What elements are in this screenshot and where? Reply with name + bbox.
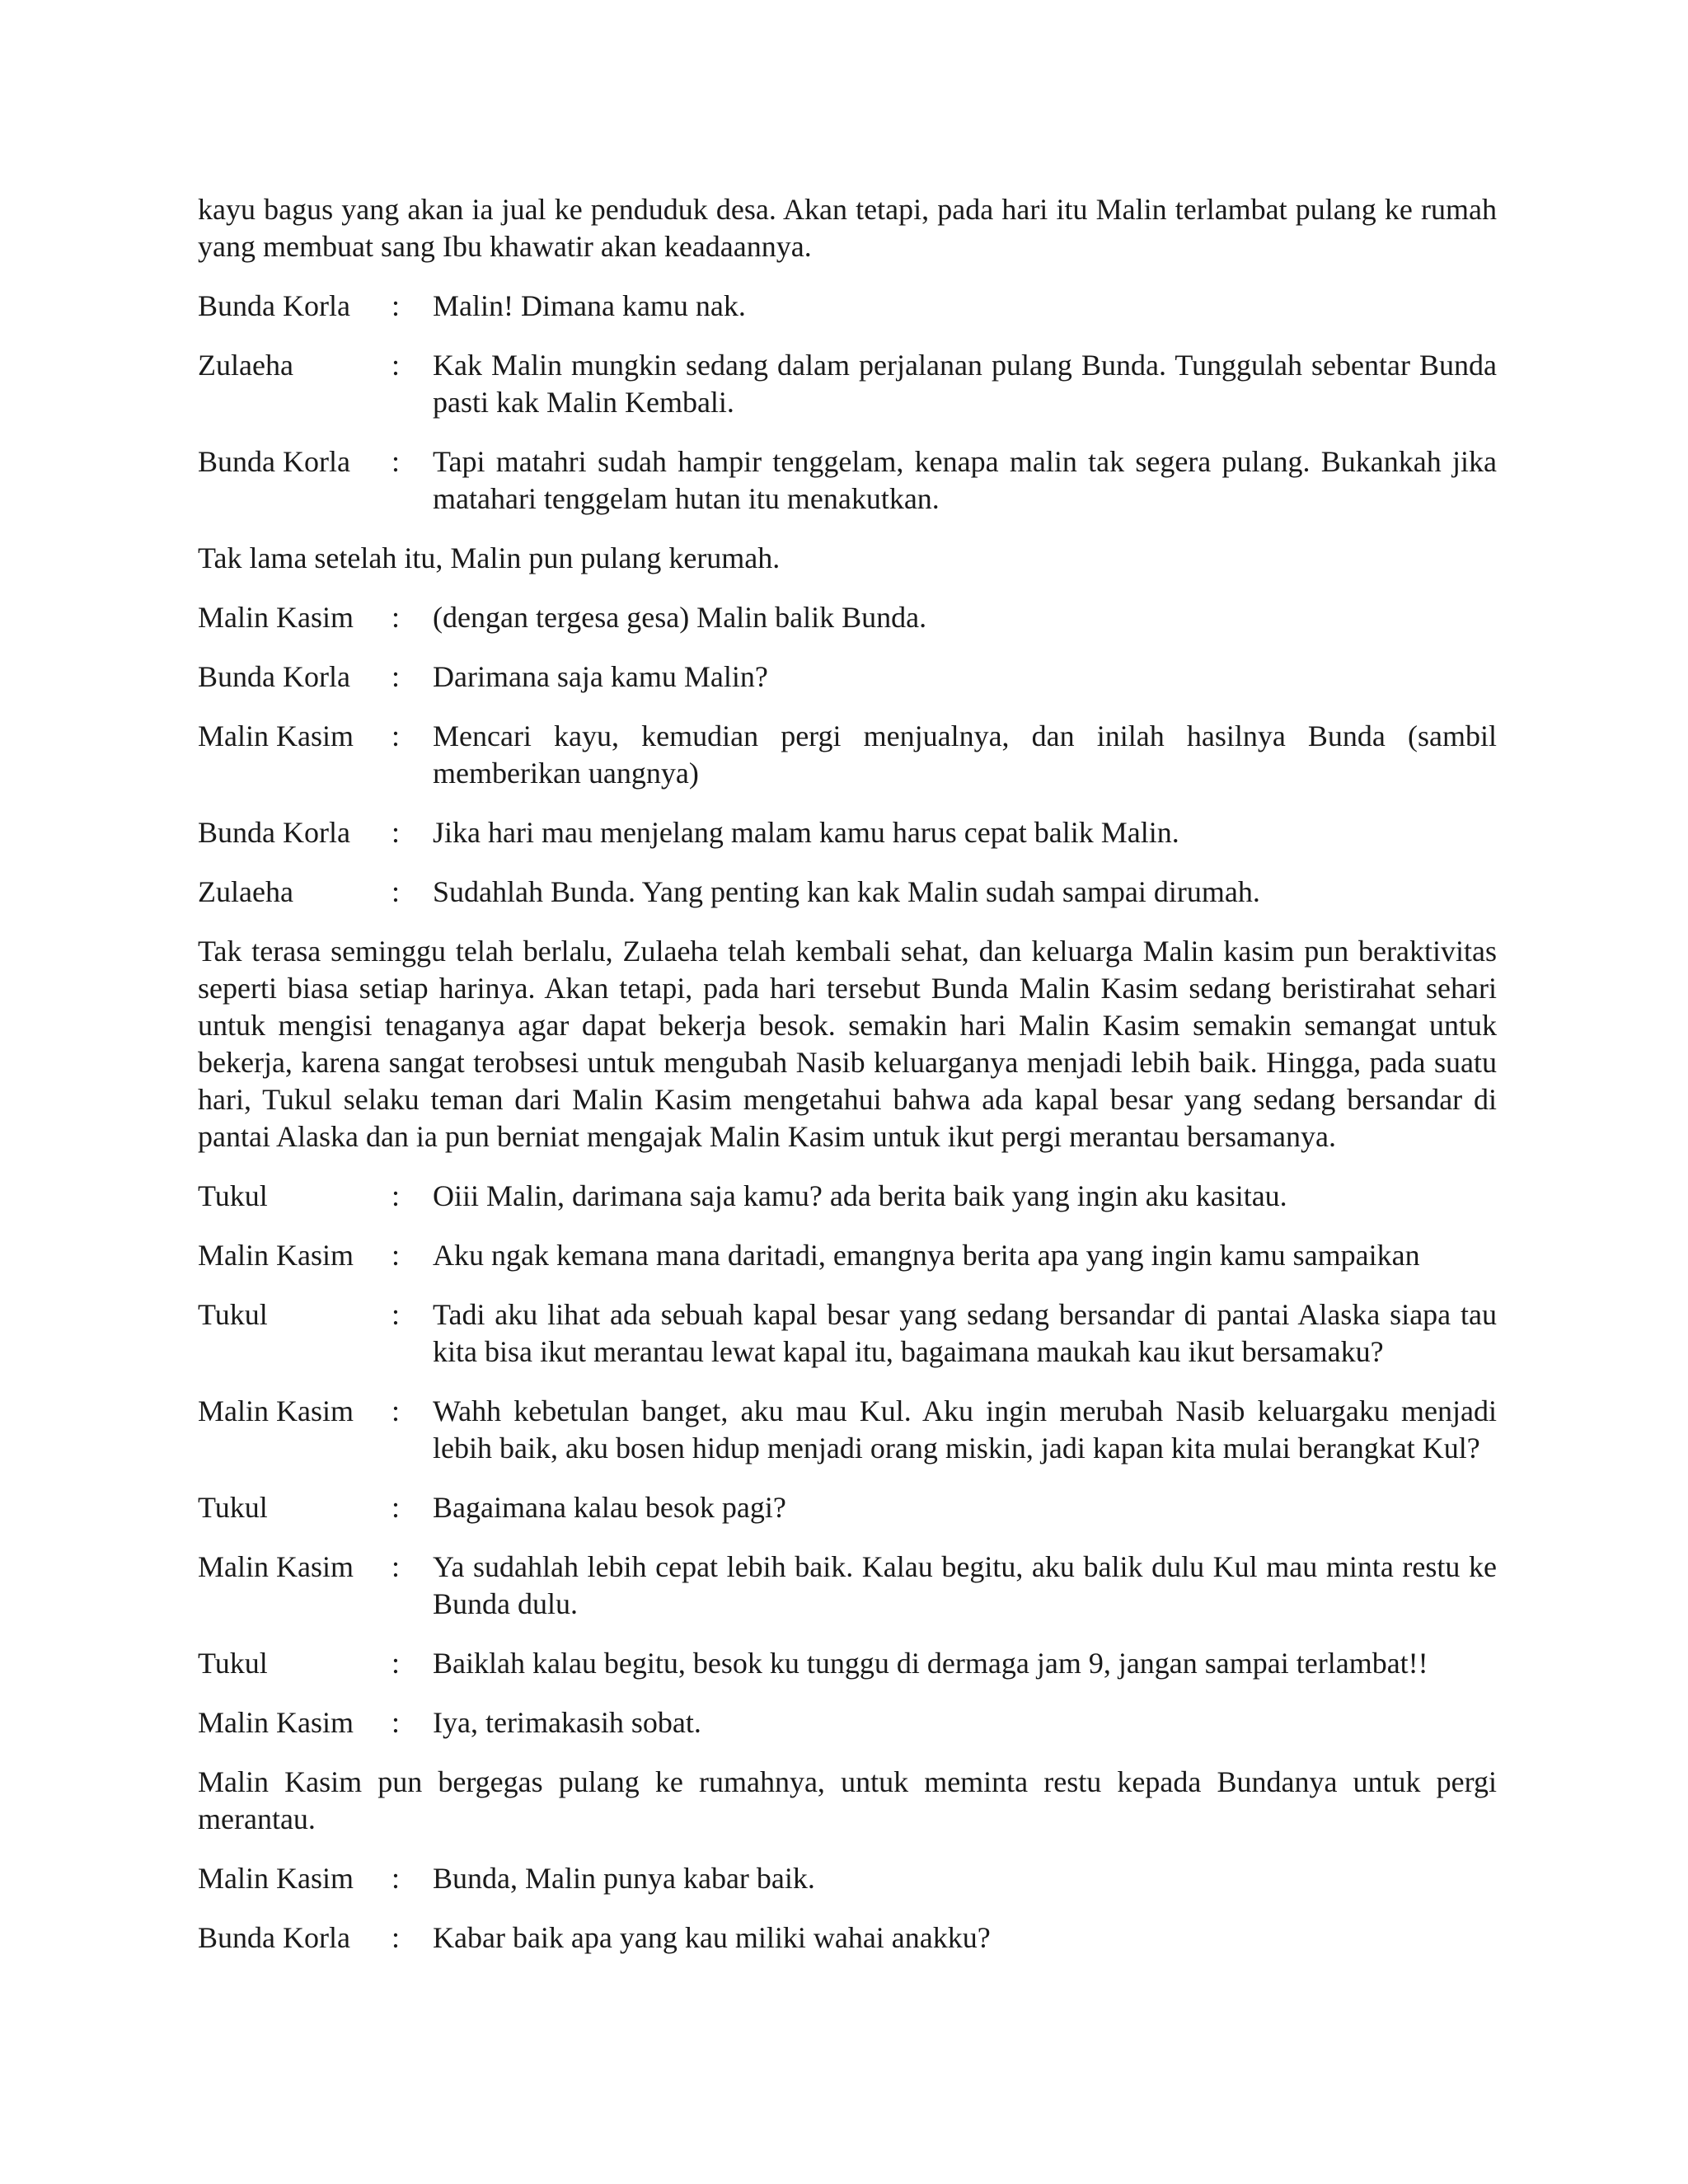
dialogue-text: Malin! Dimana kamu nak.: [433, 289, 746, 322]
dialogue-text: Jika hari mau menjelang malam kamu harus cepat balik Malin.: [433, 816, 1179, 849]
speaker-separator: :: [392, 1491, 401, 1524]
dialogue-text: Sudahlah Bunda. Yang penting kan kak Malin sudah sampai dirumah.: [433, 875, 1260, 908]
speaker-separator: :: [392, 1179, 401, 1212]
speaker-name: Bunda Korla: [198, 445, 350, 478]
speaker-separator: :: [392, 1921, 401, 1954]
dialogue-line: [198, 599, 1497, 636]
narration-paragraph: Tak lama setelah itu, Malin pun pulang kerumah.: [198, 541, 781, 574]
dialogue-line: [198, 814, 1497, 851]
speaker-name: Malin Kasim: [198, 601, 354, 634]
dialogue-text: Oiii Malin, darimana saja kamu? ada berita baik yang ingin aku kasitau.: [433, 1179, 1287, 1212]
dialogue-line: [198, 1393, 1497, 1467]
speaker-name: Tukul: [198, 1179, 268, 1212]
dialogue-text: (dengan tergesa gesa) Malin balik Bunda.: [433, 601, 927, 634]
speaker-name: Tukul: [198, 1298, 268, 1331]
speaker-separator: :: [392, 719, 401, 752]
dialogue-text: Bagaimana kalau besok pagi?: [433, 1491, 786, 1524]
dialogue-text: Kabar baik apa yang kau miliki wahai anakku?: [433, 1921, 991, 1954]
dialogue-line: [198, 1704, 1497, 1741]
speaker-separator: :: [392, 1550, 401, 1583]
narration-paragraph: Malin Kasim pun bergegas pulang ke rumahnya, untuk meminta restu kepada Bundanya untuk pergi merantau.: [198, 1765, 1497, 1835]
speaker-name: Malin Kasim: [198, 1239, 354, 1272]
dialogue-text: Tapi matahri sudah hampir tenggelam, kenapa malin tak segera pulang. Bukankah jika matahari tenggelam hutan itu menakutkan.: [433, 445, 1497, 515]
speaker-separator: :: [392, 660, 401, 693]
dialogue-text: Wahh kebetulan banget, aku mau Kul. Aku ingin merubah Nasib keluargaku menjadi lebih baik, aku bosen hidup menjadi orang miskin, jadi kapan kita mulai berangkat Kul?: [433, 1394, 1497, 1465]
dialogue-line: [198, 658, 1497, 696]
dialogue-line: [198, 1237, 1497, 1274]
dialogue-line: [198, 1178, 1497, 1215]
dialogue-text: Kak Malin mungkin sedang dalam perjalanan pulang Bunda. Tunggulah sebentar Bunda pasti kak Malin Kembali.: [433, 349, 1497, 419]
dialogue-text: Darimana saja kamu Malin?: [433, 660, 768, 693]
speaker-separator: :: [392, 1239, 401, 1272]
speaker-name: Malin Kasim: [198, 1862, 354, 1895]
dialogue-text: Bunda, Malin punya kabar baik.: [433, 1862, 815, 1895]
dialogue-line: [198, 347, 1497, 421]
speaker-name: Zulaeha: [198, 875, 293, 908]
speaker-separator: :: [392, 1862, 401, 1895]
dialogue-text: Mencari kayu, kemudian pergi menjualnya, dan inilah hasilnya Bunda (sambil memberikan uangnya): [433, 719, 1497, 790]
speaker-name: Bunda Korla: [198, 660, 350, 693]
dialogue-line: [198, 718, 1497, 792]
speaker-name: Malin Kasim: [198, 719, 354, 752]
dialogue-line: [198, 1296, 1497, 1371]
dialogue-line: [198, 1645, 1497, 1682]
dialogue-line: [198, 288, 1497, 325]
dialogue-line: [198, 1860, 1497, 1897]
document-page: [198, 191, 1497, 1979]
speaker-separator: :: [392, 1706, 401, 1739]
speaker-name: Malin Kasim: [198, 1394, 354, 1427]
speaker-separator: :: [392, 289, 401, 322]
dialogue-text: Baiklah kalau begitu, besok ku tunggu di dermaga jam 9, jangan sampai terlambat!!: [433, 1647, 1428, 1680]
dialogue-line: [198, 874, 1497, 911]
dialogue-text: Tadi aku lihat ada sebuah kapal besar yang sedang bersandar di pantai Alaska siapa tau kita bisa ikut merantau lewat kapal itu, bagaimana maukah kau ikut bersamaku?: [433, 1298, 1497, 1368]
narration-paragraph: Tak terasa seminggu telah berlalu, Zulaeha telah kembali sehat, dan keluarga Malin kasim pun beraktivitas seperti biasa setiap harinya. Akan tetapi, pada hari tersebut Bunda Malin Kasim sedang beristirahat sehari untuk mengisi tenaganya agar dapat bekerja besok. semakin hari Malin Kasim semakin semangat untuk bekerja, karena sangat terobsesi untuk mengubah Nasib keluarganya menjadi lebih baik. Hingga, pada suatu hari, Tukul selaku teman dari Malin Kasim mengetahui bahwa ada kapal besar yang sedang bersandar di pantai Alaska dan ia pun berniat mengajak Malin Kasim untuk ikut pergi merantau bersamanya.: [198, 935, 1497, 1153]
speaker-name: Bunda Korla: [198, 289, 350, 322]
speaker-name: Bunda Korla: [198, 1921, 350, 1954]
speaker-separator: :: [392, 349, 401, 382]
dialogue-text: Iya, terimakasih sobat.: [433, 1706, 701, 1739]
dialogue-line: [198, 443, 1497, 518]
dialogue-line: [198, 1919, 1497, 1957]
speaker-separator: :: [392, 1647, 401, 1680]
speaker-name: Zulaeha: [198, 349, 293, 382]
speaker-separator: :: [392, 601, 401, 634]
speaker-name: Tukul: [198, 1647, 268, 1680]
speaker-separator: :: [392, 1298, 401, 1331]
speaker-name: Bunda Korla: [198, 816, 350, 849]
dialogue-line: [198, 1549, 1497, 1623]
narration-paragraph: kayu bagus yang akan ia jual ke penduduk desa. Akan tetapi, pada hari itu Malin terlambat pulang ke rumah yang membuat sang Ibu khawatir akan keadaannya.: [198, 193, 1497, 263]
speaker-separator: :: [392, 816, 401, 849]
dialogue-text: Aku ngak kemana mana daritadi, emangnya berita apa yang ingin kamu sampaikan: [433, 1239, 1420, 1272]
dialogue-line: [198, 1489, 1497, 1526]
speaker-name: Malin Kasim: [198, 1550, 354, 1583]
speaker-separator: :: [392, 1394, 401, 1427]
speaker-separator: :: [392, 875, 401, 908]
dialogue-text: Ya sudahlah lebih cepat lebih baik. Kalau begitu, aku balik dulu Kul mau minta restu ke Bunda dulu.: [433, 1550, 1497, 1620]
speaker-name: Tukul: [198, 1491, 268, 1524]
speaker-separator: :: [392, 445, 401, 478]
speaker-name: Malin Kasim: [198, 1706, 354, 1739]
